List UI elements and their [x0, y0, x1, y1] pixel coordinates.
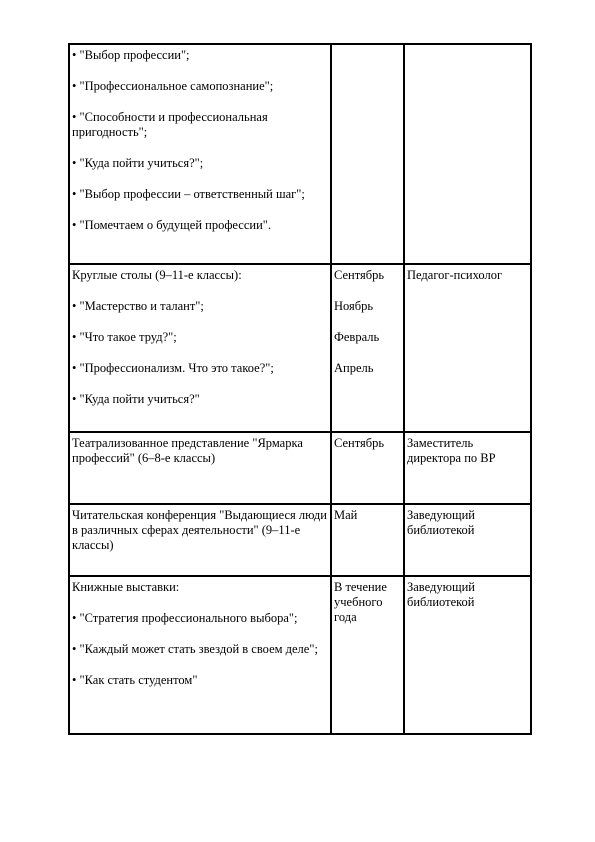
date-cell	[331, 264, 404, 432]
activity-paragraph: Театрализованное представление "Ярмарка профессий" (6–8-е классы)	[72, 436, 303, 465]
date-entry: Ноябрь	[334, 299, 374, 313]
date-entry: Сентябрь	[334, 436, 385, 450]
table-row	[69, 576, 531, 734]
table-row	[69, 264, 531, 432]
activity-paragraph: • "Как стать студентом"	[72, 673, 198, 687]
activity-paragraph: Читательская конференция "Выдающиеся люди в различных сферах деятельности" (9–11-е классы)	[72, 508, 327, 552]
date-entry: В течение учебного года	[334, 580, 387, 624]
events-table-body	[69, 44, 531, 734]
date-entry: Сентябрь	[334, 268, 385, 282]
date-cell	[331, 576, 404, 734]
activity-paragraph: • "Мастерство и талант";	[72, 299, 204, 313]
activity-paragraph: • "Выбор профессии – ответственный шаг";	[72, 187, 305, 201]
responsible-text: Заместитель директора по ВР	[407, 436, 496, 465]
activity-paragraph: • "Что такое труд?";	[72, 330, 177, 344]
responsible-text: Заведующий библиотекой	[407, 508, 475, 537]
activity-paragraph: • "Выбор профессии";	[72, 48, 190, 62]
responsible-cell	[404, 264, 531, 432]
activity-cell	[69, 504, 331, 576]
activity-cell	[69, 264, 331, 432]
activity-paragraph: • "Способности и профессиональная пригодность";	[72, 110, 268, 139]
activity-paragraph: • "Стратегия профессионального выбора";	[72, 611, 298, 625]
activity-paragraph: • "Профессионализм. Что это такое?";	[72, 361, 274, 375]
date-entry: Апрель	[334, 361, 374, 375]
activity-paragraph: Книжные выставки:	[72, 580, 180, 594]
date-cell	[331, 432, 404, 504]
table-row	[69, 432, 531, 504]
responsible-text: Педагог-психолог	[407, 268, 503, 282]
responsible-cell	[404, 504, 531, 576]
activity-cell	[69, 432, 331, 504]
activity-cell	[69, 576, 331, 734]
activity-paragraph: • "Профессиональное самопознание";	[72, 79, 274, 93]
activity-paragraph: • "Куда пойти учиться?"	[72, 392, 200, 406]
activity-cell	[69, 44, 331, 264]
activity-paragraph: • "Куда пойти учиться?";	[72, 156, 204, 170]
events-table	[68, 43, 532, 735]
responsible-cell	[404, 576, 531, 734]
date-entry: Май	[334, 508, 358, 522]
activity-paragraph: Круглые столы (9–11-е классы):	[72, 268, 242, 282]
date-cell	[331, 44, 404, 264]
responsible-text: Заведующий библиотекой	[407, 580, 475, 609]
table-row	[69, 44, 531, 264]
responsible-cell	[404, 44, 531, 264]
table-row	[69, 504, 531, 576]
responsible-cell	[404, 432, 531, 504]
date-entry: Февраль	[334, 330, 380, 344]
date-cell	[331, 504, 404, 576]
activity-paragraph: • "Помечтаем о будущей профессии".	[72, 218, 271, 232]
activity-paragraph: • "Каждый может стать звездой в своем деле";	[72, 642, 318, 656]
